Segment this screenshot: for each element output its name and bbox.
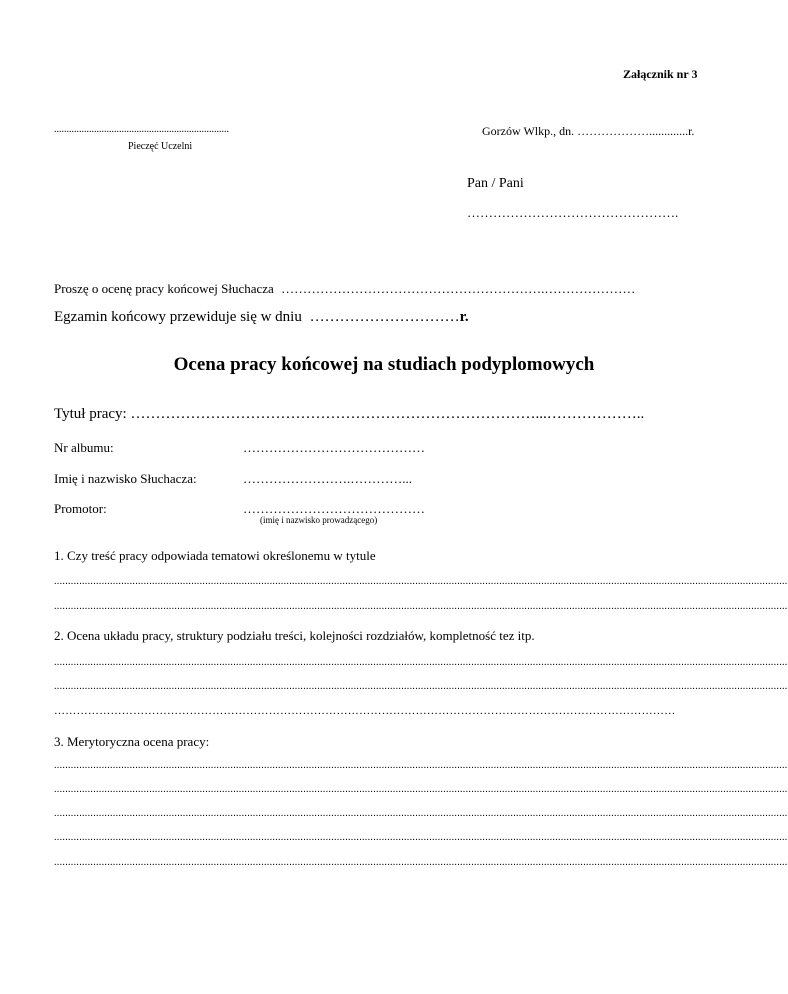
question-3: 3. Merytoryczna ocena pracy: [54,734,210,749]
thesis-title-line [54,406,714,423]
exam-text: Egzamin końcowy przewiduje się w dniu [54,309,302,325]
request-line [54,281,635,297]
answer-line: ...................................................................................................................................................................................................................................................................... [54,681,788,692]
answer-line: ...................................................................................................................................................................................................................................................................... [54,832,788,843]
answer-line: ...................................................................................................................................................................................................................................................................... [54,657,788,668]
answer-line: ………………………………………………………………………………………………………………………………………………… [54,705,676,717]
salutation: Pan / Pani [467,176,524,191]
answer-line: ...................................................................................................................................................................................................................................................................... [54,760,788,771]
answer-line: ...................................................................................................................................................................................................................................................................... [54,857,788,868]
question-1: 1. Czy treść pracy odpowiada tematowi określonemu w tytule [54,548,376,563]
field-label-promotor: Promotor: [54,501,107,516]
annex-label: Załącznik nr 3 [623,67,698,81]
field-dots-album: …………………………………… [243,440,425,455]
exam-dots: ………………………… [309,309,460,325]
promotor-caption: (imię i nazwisko prowadzącego) [260,515,378,525]
field-label-student: Imię i nazwisko Słuchacza: [54,471,197,486]
field-dots-student: …………………….…………... [243,471,412,486]
exam-line [54,309,469,326]
answer-line: ...................................................................................................................................................................................................................................................................... [54,784,788,795]
request-dots: …………………………………………………….………………… [281,281,636,296]
request-text: Proszę o ocenę pracy końcowej Słuchacza [54,281,274,296]
thesis-title-dots: ………………………………………………………………………...……………….. [130,406,645,422]
thesis-title-label: Tytuł pracy: [54,406,127,422]
question-2: 2. Ocena układu pracy, struktury podziału treści, kolejności rozdziałów, kompletność tez itp. [54,628,535,643]
answer-line: ...................................................................................................................................................................................................................................................................... [54,576,788,587]
field-dots-promotor: …………………………………… [243,501,425,516]
field-label-album: Nr albumu: [54,440,114,455]
exam-suffix: r. [459,309,469,325]
page-title: Ocena pracy końcowej na studiach podyplomowych [173,354,595,375]
answer-line: ...................................................................................................................................................................................................................................................................... [54,808,788,819]
recipient-dots: …………………………………………. [467,205,679,220]
answer-line: ...................................................................................................................................................................................................................................................................... [54,601,788,612]
stamp-dots: ...................................................................... [54,124,229,135]
stamp-label: Pieczęć Uczelni [128,141,193,152]
place-date: Gorzów Wlkp., dn. ……………….............r. [482,124,695,138]
